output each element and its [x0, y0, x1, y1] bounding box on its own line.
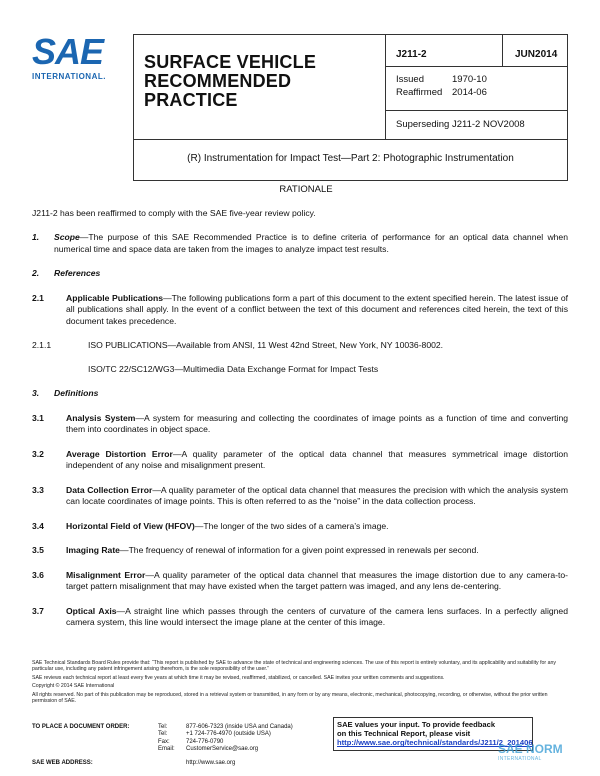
doc-number: J211-2 — [386, 35, 503, 66]
notice-text: SAE Technical Standards Board Rules provide that: “This report is published by SAE to advance the state of technical and engineering sciences. The use of this report is entirely voluntary, and its applicability and suitability for any particular use, including any patent infringement arising therefrom, is the sole responsibility of the user.” — [32, 660, 556, 673]
reaffirmed-label: Reaffirmed — [396, 87, 443, 98]
watermark — [498, 742, 593, 774]
section-3-3 — [32, 485, 568, 508]
iso-reference: ISO/TC 22/SC12/WG3—Multimedia Data Exchange Format for Impact Tests — [88, 363, 379, 374]
section-text: —The frequency of renewal of information for a given point expressed in renewals per second. — [119, 545, 479, 555]
watermark-sub: INTERNATIONAL — [498, 756, 542, 762]
section-number: 3.6 — [32, 569, 44, 580]
section-number: 3.4 — [32, 520, 44, 531]
web-link[interactable]: http://www.sae.org — [186, 759, 236, 766]
document-header — [133, 34, 568, 181]
section-2-1 — [32, 293, 568, 328]
notice-text: SAE reviews each technical report at least every five years at which time it may be revised, reaffirmed, stabilized, or cancelled. SAE invites your written comments and suggestions. — [32, 674, 445, 681]
section-3-7 — [32, 606, 568, 629]
fax-value: 724-776-0790 — [186, 738, 224, 745]
web-label: SAE WEB ADDRESS: — [32, 759, 93, 766]
section-number: 3. — [32, 388, 40, 398]
section-number: 3.3 — [32, 484, 44, 495]
section-3-4 — [32, 521, 568, 533]
section-heading: Average Distortion Error — [66, 448, 173, 459]
section-heading: Horizontal Field of View (HFOV) — [66, 520, 195, 531]
section-text: —A quality parameter of the optical data channel that measures symmetrical image distortion independent of any noise and misalignment present. — [66, 448, 568, 470]
document-body — [32, 184, 568, 629]
email-label: Email: — [158, 746, 175, 753]
section-heading: Scope — [54, 232, 80, 242]
section-heading: Misalignment Error — [66, 569, 146, 580]
section-number: 2.1 — [32, 292, 44, 303]
feedback-line2: on this Technical Report, please visit — [337, 729, 471, 739]
section-number: 3.5 — [32, 545, 44, 555]
feedback-link[interactable]: http://www.sae.org/technical/standards/J211/2_201406 — [337, 738, 533, 748]
section-3-2 — [32, 449, 568, 472]
rationale-heading: RATIONALE — [279, 184, 333, 195]
feedback-line1: SAE values your input. To provide feedback — [337, 720, 496, 729]
legal-notice — [32, 660, 568, 706]
order-label: TO PLACE A DOCUMENT ORDER: — [32, 724, 130, 730]
tel-value: 877-606-7323 (inside USA and Canada) — [186, 724, 293, 730]
section-heading: Imaging Rate — [66, 545, 120, 555]
tel-label: Tel: — [158, 724, 168, 730]
section-text: —The purpose of this SAE Recommended Practice is to define criteria of performance for an optical data channel when numerical time and space data are taken from the images to analyze impact test results. — [54, 232, 568, 254]
section-heading: References — [54, 268, 101, 278]
tel-value: +1 724-776-4970 (outside USA) — [186, 731, 271, 738]
document-title: (R) Instrumentation for Impact Test—Part 2: Photographic Instrumentation — [187, 153, 514, 164]
section-number: 3.2 — [32, 448, 44, 459]
doc-type-line1: SURFACE VEHICLE — [144, 52, 317, 72]
section-heading: Analysis System — [66, 412, 136, 423]
order-info — [32, 724, 332, 767]
section-number: 2. — [32, 268, 40, 278]
tel-label: Tel: — [158, 731, 168, 738]
reaffirmed-value: 2014-06 — [452, 87, 487, 98]
section-text: —A quality parameter of the optical data channel that measures the precision with which the analysis system can locate coordinates of image points. This is often referred to as the “noise” in the data collection process. — [66, 484, 568, 506]
section-number: 3.7 — [32, 605, 44, 616]
section-2-1-1 — [32, 340, 568, 352]
section-number: 1. — [32, 232, 40, 242]
issued-label: Issued — [396, 74, 424, 85]
section-3 — [32, 388, 568, 400]
issued-value: 1970-10 — [452, 74, 487, 85]
email-value[interactable]: CustomerService@sae.org — [186, 746, 259, 753]
section-text: —The longer of the two sides of a camera’s image. — [194, 520, 389, 531]
logo-subtitle: INTERNATIONAL. — [32, 72, 106, 81]
section-3-6 — [32, 570, 568, 593]
watermark-text: SAE NORM — [498, 742, 563, 756]
section-3-5 — [32, 545, 568, 557]
superseding: Superseding J211-2 NOV2008 — [396, 119, 525, 130]
copyright: Copyright © 2014 SAE International — [32, 683, 115, 690]
doc-date: JUN2014 — [515, 49, 558, 60]
section-2 — [32, 268, 568, 280]
section-text: ISO PUBLICATIONS—Available from ANSI, 11 West 42nd Street, New York, NY 10036-8002. — [88, 340, 444, 350]
rationale-text: J211-2 has been reaffirmed to comply with the SAE five-year review policy. — [32, 207, 316, 218]
fax-label: Fax: — [158, 738, 170, 745]
sae-logo — [32, 31, 122, 86]
section-text: —The following publications form a part of this document to the extent specified herein. The latest issue of all publications shall apply. In the event of a conflict between the text of this document and references cited herein, the text of this document takes precedence. — [66, 292, 569, 326]
section-3-1 — [32, 413, 568, 436]
section-text: —A straight line which passes through the centers of curvature of the camera lens surfaces. In a perfectly aligned camera system, this line would intersect the image plane at the center of this image. — [66, 605, 568, 627]
section-1 — [32, 232, 568, 255]
section-text: —A quality parameter of the optical data channel that measures the image distortion due to any camera-to-target pattern misalignment that may have existed when the target pattern was imaged, and any lens de-centering. — [66, 569, 568, 591]
section-number: 2.1.1 — [32, 340, 52, 350]
section-number: 3.1 — [32, 412, 44, 423]
section-text: —A system for measuring and collecting the coordinates of image points as a function of time and converting them into coordinates in object space. — [66, 412, 568, 434]
section-heading: Optical Axis — [66, 605, 117, 616]
section-heading: Definitions — [54, 388, 99, 398]
section-heading: Data Collection Error — [66, 484, 153, 495]
doc-type-line2: RECOMMENDED PRACTICE — [144, 71, 292, 110]
rights-text: All rights reserved. No part of this publication may be reproduced, stored in a retrieval system or transmitted, in any form or by any means, electronic, mechanical, photocopying, recording, or otherwise, without the prior written permission of SAE. — [32, 691, 548, 705]
section-heading: Applicable Publications — [66, 292, 164, 303]
logo-brand: SAE — [32, 31, 104, 72]
